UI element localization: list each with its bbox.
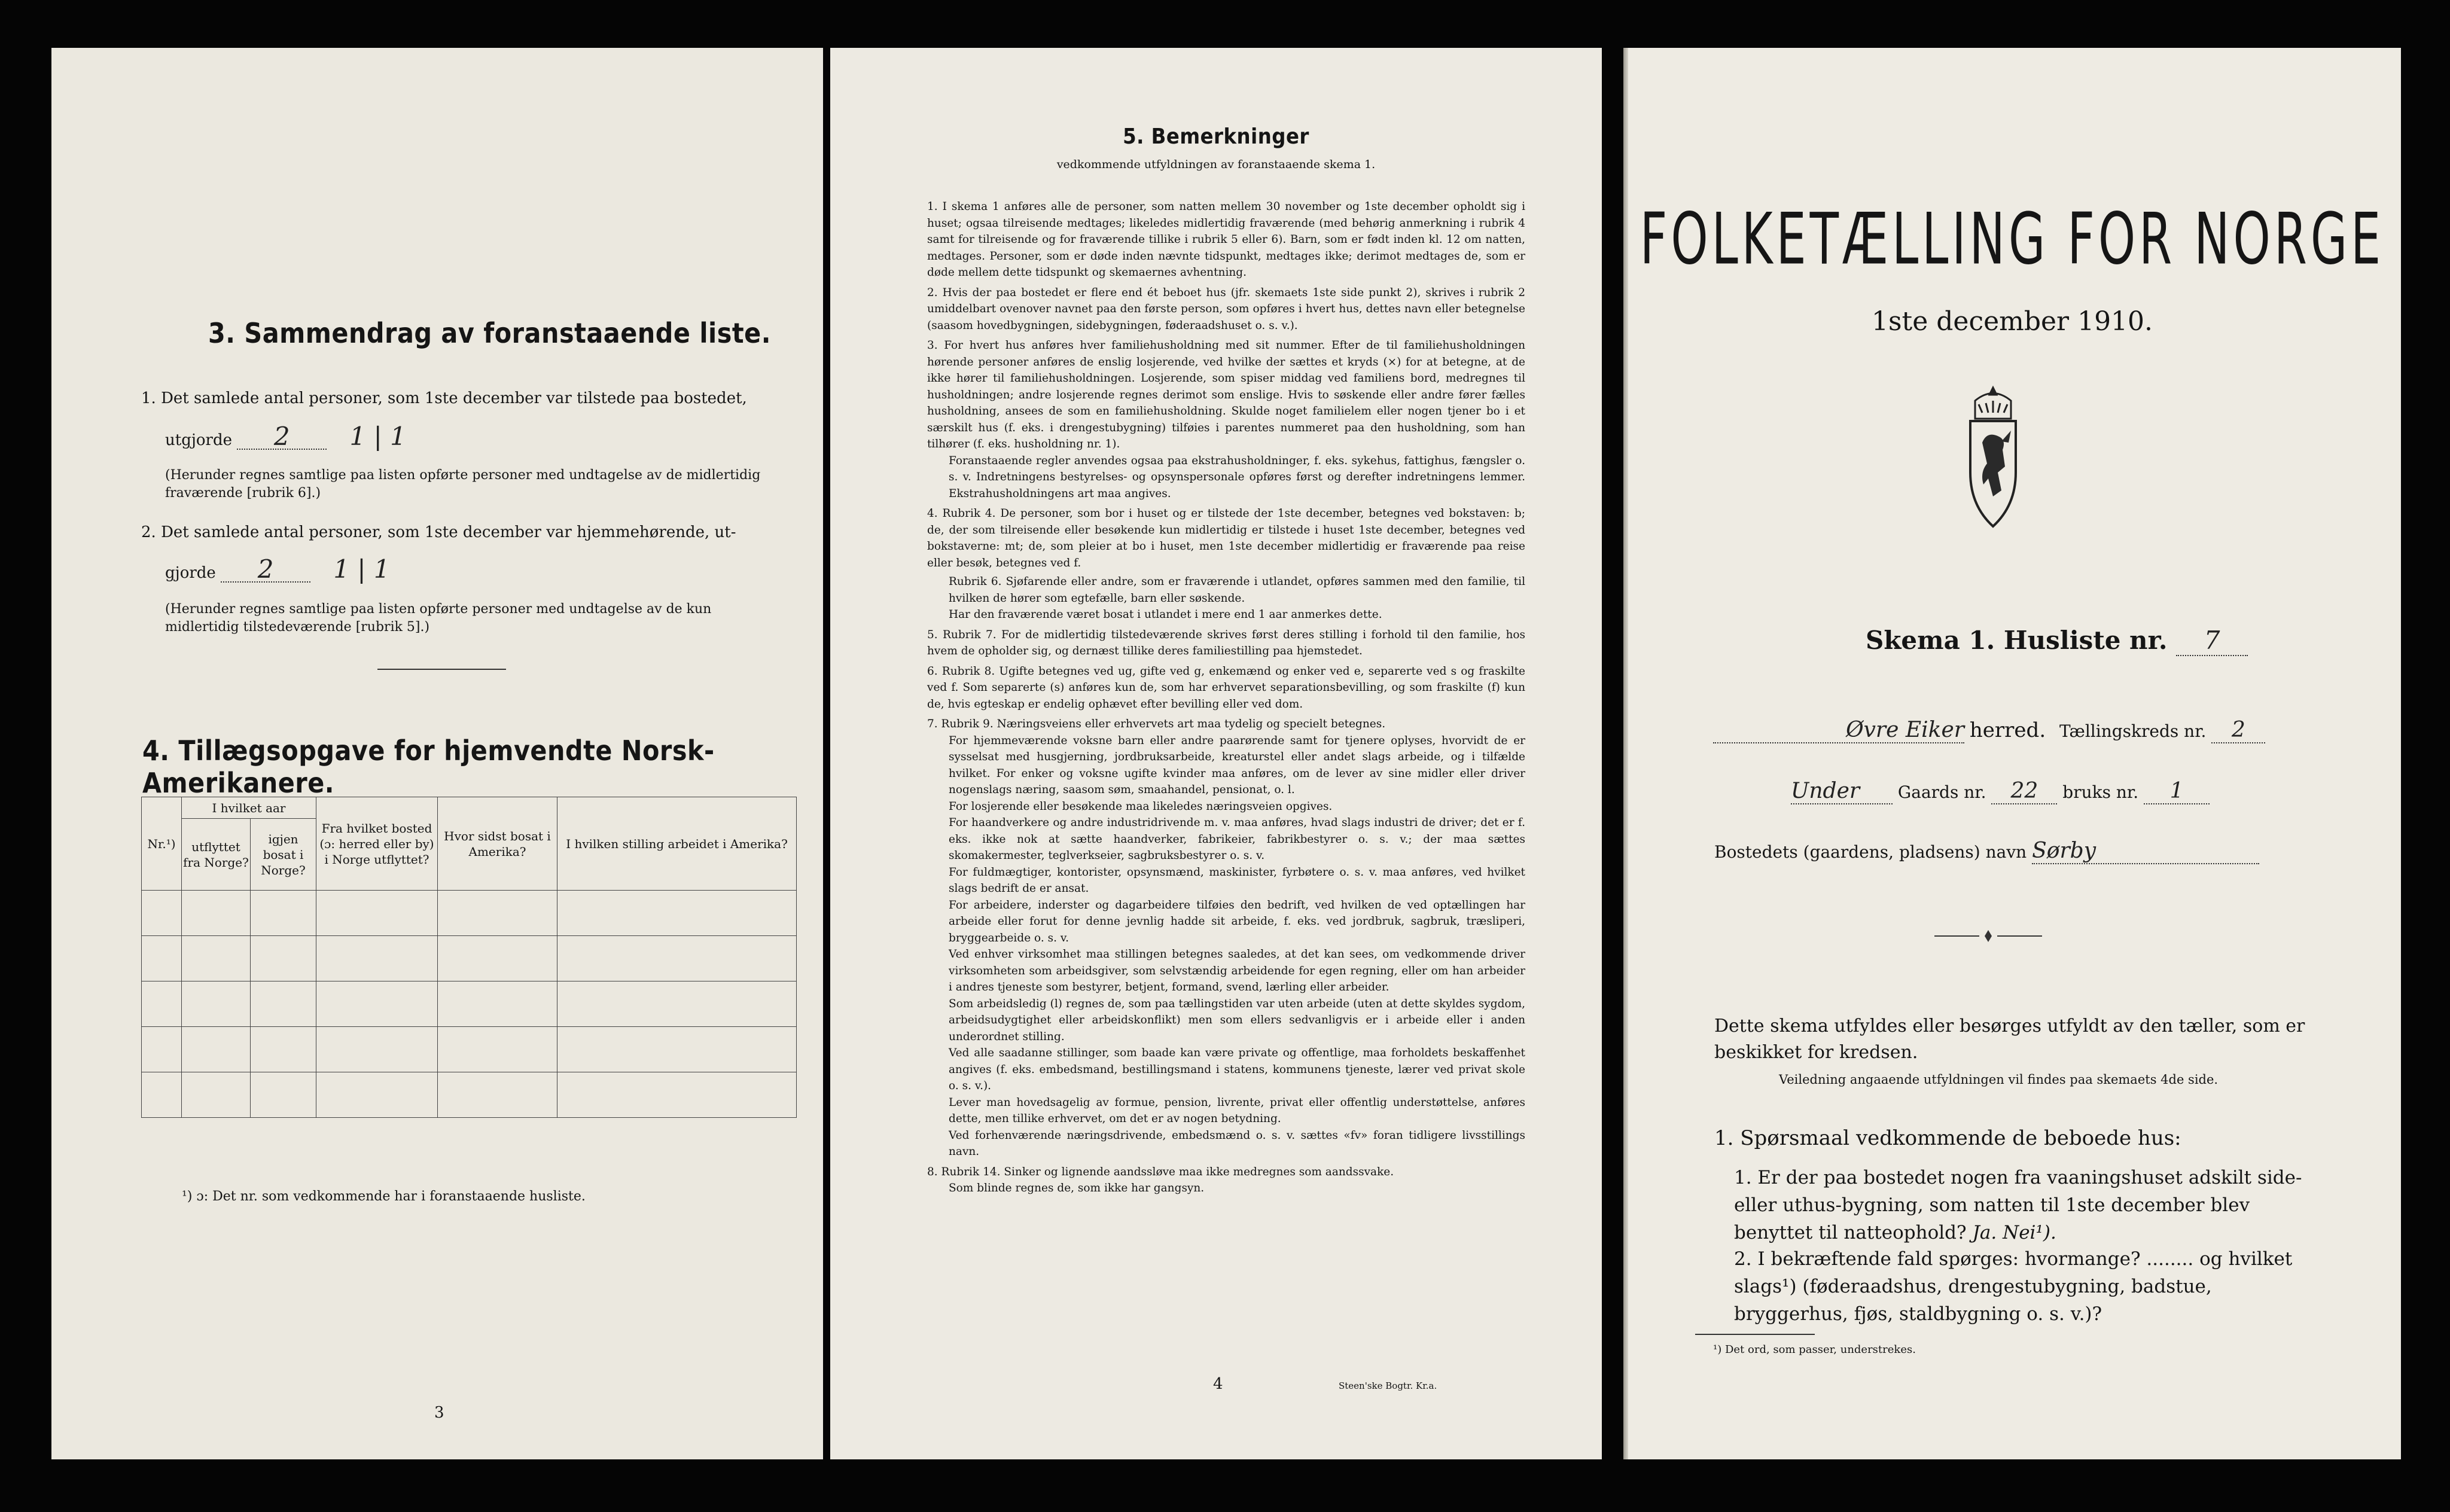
remark-item: 6. Rubrik 8. Ugifte betegnes ved ug, gifte ved g, enkemænd og enker ved e, separerte ved s og fraskilte ved f. Som separerte (s) anføres kun de, som har erhvervet separationsbevilling, og som fraskilte (f) kun de, hvis egteskap er endelig ophævet efter bevilling eller ved dom. (927, 664, 1525, 711)
remarks-list (927, 199, 1525, 1197)
question-1-answer: Ja. Nei¹). (1972, 1222, 2056, 1243)
col-group-year: I hvilket aar (182, 797, 316, 819)
remark-item: 5. Rubrik 7. For de midlertidig tilstedeværende skrives først deres stilling i forhold til den familie, hos hvem de opholder sig, og dernæst tillike deres familiestilling paa hjemstedet. (927, 628, 1525, 657)
section3-title: 3. Sammendrag av foranstaaende liste. (208, 317, 771, 349)
table-row (142, 891, 797, 936)
document-title: FOLKETÆLLING FOR NORGE (1640, 197, 2385, 281)
remarks-title: 5. Bemerkninger (1123, 124, 1309, 149)
remark-item: Foranstaaende regler anvendes ogsaa paa ekstrahusholdninger, f. eks. sykehus, fattighus, fængsler o. s. v. Indretningens bestyrelses- og opsynspersonale opføres først og derefter indretningens lemmer. Ekstrahusholdningens art maa angives. (949, 454, 1525, 500)
gaard-prefix: Under (1791, 779, 1893, 804)
husliste-number: 7 (2176, 626, 2248, 656)
bruk-label: bruks nr. (2062, 782, 2139, 802)
coat-of-arms-icon (1951, 383, 2035, 538)
divider (377, 669, 506, 670)
bosted-value: Sørby (2032, 839, 2259, 864)
norsk-amerikanere-table (141, 797, 797, 1118)
gaard-row (1791, 779, 2210, 804)
remark-item: For arbeidere, inderster og dagarbeidere tilføies den bedrift, ved hvilken de ved optællingen har arbeide eller forut for denne jevnlig hadde sit arbeide, f. eks. ved jordbruk, sagbruk, træsliperi, bryggearbeide o. s. v. (949, 898, 1525, 944)
item1-note: (Herunder regnes samtlige paa listen opførte personer med undtagelse av de midlertidig fraværende [rubrik 6].) (165, 468, 761, 501)
remark-item: For haandverkere og andre industridrivende m. v. maa anføres, hvad slags industri de driver; det er f. eks. ikke nok at sætte haandverker, fabrikeier, fabrikbestyrer o. s. v.; der maa sættes skomakermester, teglverkseier, sagbruksbestyrer o. s. v. (949, 816, 1525, 862)
question-2: 2. I bekræftende fald spørges: hvormange? ........ og hvilket slags¹) (føderaadshus, drengestubygning, badstue, bryggerhus, fjøs, staldbygning o. s. v.)? (1734, 1248, 2293, 1325)
bosted-row (1714, 839, 2259, 864)
col-hvor: Hvor sidst bosat i Amerika? (438, 797, 557, 891)
question-1 (1734, 1164, 2326, 1246)
remark-item: Rubrik 6. Sjøfarende eller andre, som er fraværende i utlandet, opføres sammen med den familie, til hvilken de hører som egtefælle, barn eller søskende. (949, 575, 1525, 605)
remark-item: 8. Rubrik 14. Sinker og lignende aandssløve maa ikke medregnes som aandssvake. (927, 1165, 1394, 1178)
intro-text: Dette skema utfyldes eller besørges utfyldt av den tæller, som er beskikket for kredsen. (1714, 1016, 2305, 1063)
remark-item: Har den fraværende været bosat i utlandet i mere end 1 aar anmerkes dette. (949, 608, 1382, 621)
remark-item: Som blinde regnes de, som ikke har gangsyn. (949, 1182, 1205, 1194)
col-utflyttet: utflyttet fra Norge? (182, 819, 251, 891)
herred-label: herred. (1969, 718, 2046, 742)
remarks-subtitle: vedkommende utfyldningen av foranstaaende skema 1. (1056, 158, 1376, 171)
remark-item: Ved alle saadanne stillinger, som baade kan være private og offentlige, maa forholdets beskaffenhet angives (f. eks. embedsmand, bestillingsmand i statens, kommunens tjeneste, lærer ved privat skole o. s. v.). (949, 1047, 1525, 1092)
left-page (51, 48, 823, 1459)
table-row (142, 1072, 797, 1118)
col-igjen: igjen bosat i Norge? (251, 819, 316, 891)
gaard-label: Gaards nr. (1897, 782, 1986, 802)
question-1-text: 1. Er der paa bostedet nogen fra vaaningshuset adskilt side- eller uthus-bygning, som natten til 1ste december blev benyttet til natteophold? (1734, 1167, 2302, 1243)
item1-prefix: utgjorde (165, 431, 233, 449)
section4-title: 4. Tillægsopgave for hjemvendte Norsk-Amerikanere. (142, 734, 715, 799)
bruk-value: 1 (2144, 779, 2210, 804)
right-page (1623, 48, 2401, 1459)
item2-note: (Herunder regnes samtlige paa listen opførte personer med undtagelse av de kun midlertidig tilstedeværende [rubrik 5].) (165, 602, 712, 635)
ornament-divider (1928, 927, 2048, 945)
table-row (142, 936, 797, 981)
remark-item: 4. Rubrik 4. De personer, som bor i huset og er tilstede der 1ste december, betegnes ved bokstaven: b; de, der som tilreisende eller besøkende kun midlertidig er tilstede i huset 1ste december, betegnes ved bokstaverne: mt; de, som pleier at bo i huset, men 1ste december midlertidig er fraværende paa reise eller besøk, betegnes ved f. (927, 507, 1525, 569)
remark-item: 1. I skema 1 anføres alle de personer, som natten mellem 30 november og 1ste december opholdt sig i huset; ogsaa tilreisende medtages; likeledes midlertidig fraværende (med behørig anmerkning i rubrik 4 samt for tilreisende og for fraværende tillike i rubrik 5 eller 6). Barn, som er født inden kl. 12 om natten, medtages. Personer, som er døde inden nævnte tidspunkt, medtages ikke; derimot medtages de, som er døde mellem dette tidspunkt og skemaernes avhentning. (927, 200, 1525, 279)
item2-extra: 1 | 1 (333, 554, 390, 584)
printer-mark: Steen'ske Bogtr. Kr.a. (1339, 1380, 1437, 1391)
table-row (142, 1027, 797, 1072)
item1-value: 2 (237, 425, 327, 450)
document-date: 1ste december 1910. (1871, 306, 2153, 337)
remark-item: Lever man hovedsagelig av formue, pension, livrente, privat eller offentlig understøttelse, anføres dette, men tillike erhvervet, om det er av nogen betydning. (949, 1096, 1525, 1125)
item2-answer-row (165, 554, 390, 585)
right-footnote: ¹) Det ord, som passer, understrekes. (1713, 1343, 1916, 1356)
remark-item: For hjemmeværende voksne barn eller andre paarørende samt for tjenere oplyses, hvorvidt de er sysselsat med husgjerning, jordbruksarbeide, kreaturstel eller andet slags arbeide, og i tilfælde hvilket. For enker og voksne ugifte kvinder maa anføres, om de lever av sine midler eller driver nogenslags næring, saasom søm, smaahandel, pensionat, o. l. (949, 734, 1525, 796)
footnote-rule (1695, 1334, 1815, 1335)
item2-prefix: gjorde (165, 564, 216, 582)
schema-label: Skema 1. Husliste nr. (1866, 626, 2168, 655)
item2-value: 2 (221, 557, 310, 583)
kreds-label: Tællingskreds nr. (2059, 721, 2207, 741)
item1-extra: 1 | 1 (349, 422, 406, 451)
remark-item: For fuldmægtiger, kontorister, opsynsmænd, maskinister, fyrbøtere o. s. v. maa anføres, ved hvilket slags bedrift de er ansat. (949, 865, 1525, 895)
table-footnote: ¹) ɔ: Det nr. som vedkommende har i foranstaaende husliste. (182, 1189, 586, 1204)
col-stilling: I hvilken stilling arbeidet i Amerika? (557, 797, 797, 891)
remark-item: 2. Hvis der paa bostedet er flere end ét beboet hus (jfr. skemaets 1ste side punkt 2), skrives i rubrik 2 umiddelbart ovenover navnet paa den første person, som opføres i hvert hus, dettes navn eller betegnelse (saasom hovedbygningen, sidebygningen, føderaadshuset o. s. v.). (927, 286, 1525, 332)
item2-line1: 2. Det samlede antal personer, som 1ste december var hjemmehørende, ut- (141, 523, 736, 541)
herred-value: Øvre Eiker (1713, 718, 1964, 743)
remark-item: Som arbeidsledig (l) regnes de, som paa tællingstiden var uten arbeide (uten at dette skyldes sygdom, arbeidsudygtighet eller arbeidskonflikt) men som ellers sedvanligvis er i arbeide eller i anden underordnet stilling. (949, 997, 1525, 1043)
bosted-label: Bostedets (gaardens, pladsens) navn (1714, 842, 2027, 862)
gaard-value: 22 (1991, 779, 2057, 804)
question-heading: 1. Spørsmaal vedkommende de beboede hus: (1714, 1126, 2181, 1150)
herred-row (1713, 718, 2265, 743)
schema-husliste (1866, 626, 2248, 656)
page-number: 4 (1213, 1375, 1223, 1393)
remark-item: Ved enhver virksomhet maa stillingen betegnes saaledes, at det kan sees, om vedkommende driver virksomheten som arbeidsgiver, som selvstændig arbeidende for egen regning, eller om han arbeider i andres tjeneste som bestyrer, betjent, formand, svend, lærling eller arbeider. (949, 948, 1525, 993)
middle-page (830, 48, 1602, 1459)
remark-item: 3. For hvert hus anføres hver familiehusholdning med sit nummer. Efter de til familiehusholdningen hørende personer anføres de enslig losjerende, ved hvilke der sættes et kryds (×) for at betegne, at de ikke hører til familiehusholdningen. Losjerende, som spiser middag ved familiens bord, medregnes til husholdningen; andre losjerende regnes derimot som enslige. Hvis to søskende eller andre fører fælles husholdning, ansees de som en familiehusholdning. Skulde noget familielem eller nogen tjener bo i et særskilt hus (f. eks. i drengestubygning) tilføies i parentes nummeret paa den husholdning, som han tilhører (f. eks. husholdning nr. 1). (927, 339, 1525, 450)
remark-item: 7. Rubrik 9. Næringsveiens eller erhvervets art maa tydelig og specielt betegnes. (927, 718, 1386, 730)
table-row (142, 981, 797, 1027)
intro-small: Veiledning angaaende utfyldningen vil findes paa skemaets 4de side. (1779, 1072, 2219, 1087)
item1-line1: 1. Det samlede antal personer, som 1ste december var tilstede paa bostedet, (141, 389, 747, 407)
kreds-value: 2 (2211, 718, 2265, 743)
remark-item: For losjerende eller besøkende maa likeledes næringsveien opgives. (949, 800, 1333, 813)
remark-item: Ved forhenværende næringsdrivende, embedsmænd o. s. v. sættes «fv» foran tidligere livsstillings navn. (949, 1129, 1525, 1158)
item1-answer-row (165, 422, 406, 452)
col-fra: Fra hvilket bosted (ɔ: herred eller by) i Norge utflyttet? (316, 797, 438, 891)
page-number: 3 (434, 1404, 444, 1422)
col-nr: Nr.¹) (142, 797, 182, 891)
